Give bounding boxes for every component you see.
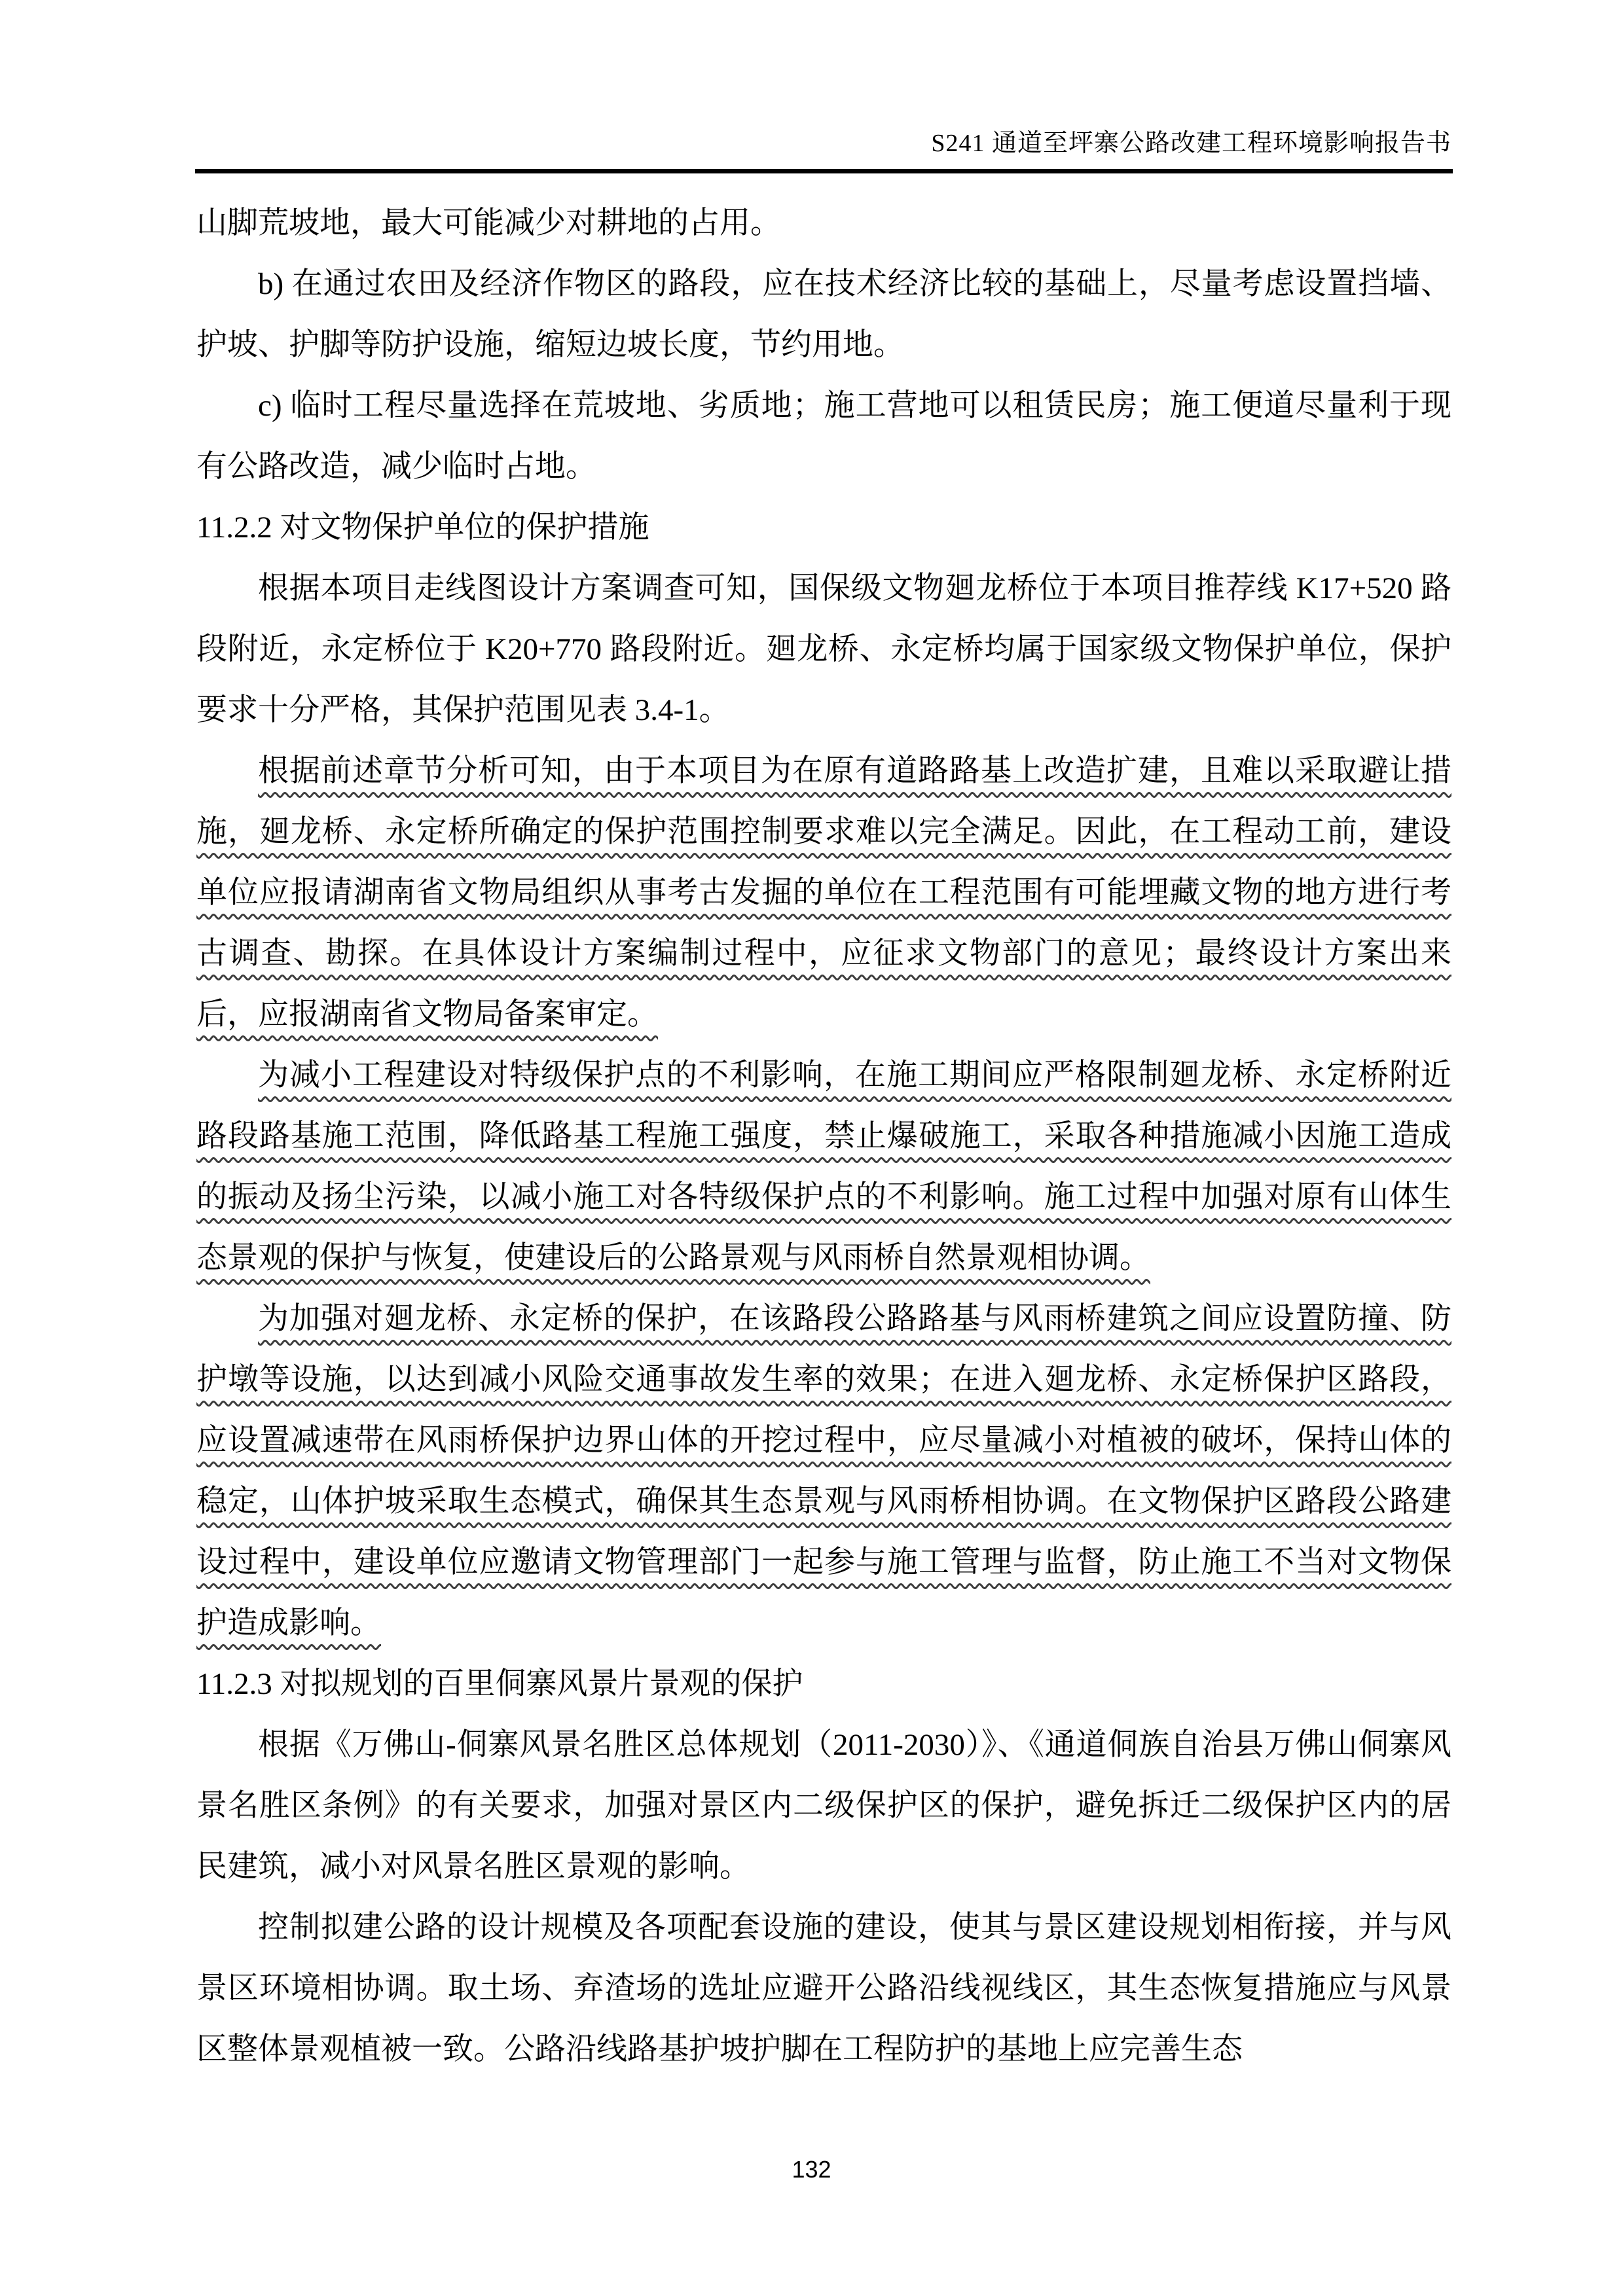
paragraph-heritage-measures-1: 根据前述章节分析可知，由于本项目为在原有道路路基上改造扩建，且难以采取避让措施，廻龙桥、永定桥所确定的保护范围控制要求难以完全满足。因此，在工程动工前，建设单位应报请湖南省文物局组织从事考古发掘的单位在工程范围有可能埋藏文物的地方进行考古调查、勘探。在具体设计方案编制过程中，应征求文物部门的意见；最终设计方案出来后，应报湖南省文物局备案审定。	[196, 754, 1451, 1031]
page-header-title: S241 通道至坪寨公路改建工程环境影响报告书	[931, 130, 1451, 157]
paragraph-heritage-overview: 根据本项目走线图设计方案调查可知，国保级文物廻龙桥位于本项目推荐线 K17+520 路段附近，永定桥位于 K20+770 路段附近。廻龙桥、永定桥均属于国家级文物保护单位，保护要求十分严格，其保护范围见表 3.4-1。	[196, 571, 1451, 727]
paragraph-scenic-area-2: 控制拟建公路的设计规模及各项配套设施的建设，使其与景区建设规划相衔接，并与风景区环境相协调。取土场、弃渣场的选址应避开公路沿线视线区，其生态恢复措施应与风景区整体景观植被一致。公路沿线路基护坡护脚在工程防护的基地上应完善生态	[196, 1910, 1451, 2066]
paragraph-heritage-measures-2: 为减小工程建设对特级保护点的不利影响，在施工期间应严格限制廻龙桥、永定桥附近路段路基施工范围，降低路基工程施工强度，禁止爆破施工，采取各种措施减小因施工造成的振动及扬尘污染，以减小施工对各特级保护点的不利影响。施工过程中加强对原有山体生态景观的保护与恢复，使建设后的公路景观与风雨桥自然景观相协调。	[196, 1058, 1451, 1275]
header-divider	[195, 169, 1453, 173]
document-body	[196, 193, 1451, 2080]
section-heading-11-2-2: 11.2.2 对文物保护单位的保护措施	[196, 511, 649, 545]
section-heading-11-2-3: 11.2.3 对拟规划的百里侗寨风景片景观的保护	[196, 1667, 803, 1701]
paragraph-heritage-measures-3: 为加强对廻龙桥、永定桥的保护，在该路段公路路基与风雨桥建筑之间应设置防撞、防护墩等设施，以达到减小风险交通事故发生率的效果；在进入廻龙桥、永定桥保护区路段，应设置减速带在风雨桥保护边界山体的开挖过程中，应尽量减小对植被的破坏，保持山体的稳定，山体护坡采取生态模式，确保其生态景观与风雨桥相协调。在文物保护区路段公路建设过程中，建设单位应邀请文物管理部门一起参与施工管理与监督，防止施工不当对文物保护造成影响。	[196, 1302, 1451, 1640]
paragraph-scenic-area-1: 根据《万佛山-侗寨风景名胜区总体规划（2011-2030）》、《通道侗族自治县万佛山侗寨风景名胜区条例》的有关要求，加强对景区内二级保护区的保护，避免拆迁二级保护区内的居民建筑，减小对风景名胜区景观的影响。	[196, 1728, 1451, 1884]
list-item-b: b) 在通过农田及经济作物区的路段，应在技术经济比较的基础上，尽量考虑设置挡墙、护坡、护脚等防护设施，缩短边坡长度，节约用地。	[196, 267, 1451, 362]
paragraph-continuation: 山脚荒坡地，最大可能减少对耕地的占用。	[196, 206, 781, 240]
list-item-c: c) 临时工程尽量选择在荒坡地、劣质地；施工营地可以租赁民房；施工便道尽量利于现有公路改造，减少临时占地。	[196, 389, 1451, 484]
page-number: 132	[792, 2156, 831, 2183]
page-footer	[0, 2156, 1623, 2183]
